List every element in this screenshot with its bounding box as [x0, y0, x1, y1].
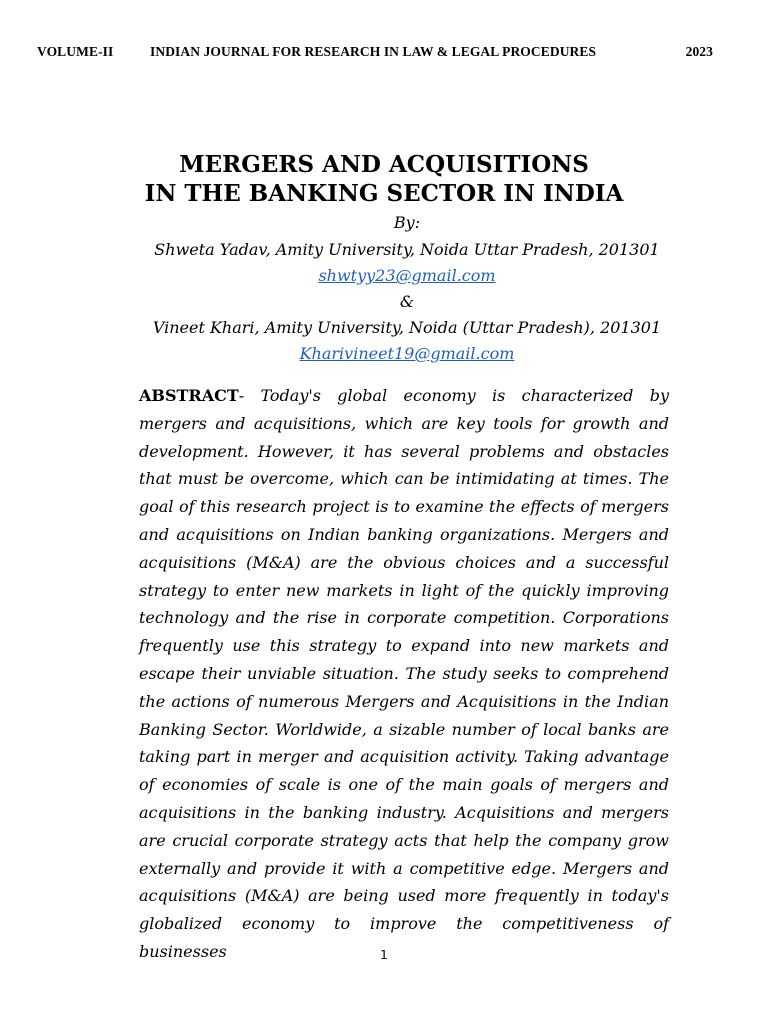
- byline-ampersand: &: [399, 292, 415, 311]
- abstract-text: - Today's global economy is characterized by mergers and acquisitions, which are key tools for growth and development. However, it has several problems and obstacles that must be overcome, which can be intimidating at times. The goal of this research project is to examine the effects of mergers and acquisitions on Indian banking organizations. Mergers and acquisitions (M&A) are the obvious choices and a successful strategy to enter new markets in light of the quickly improving technology and the rise in corporate competition. Corporations frequently use this strategy to expand into new markets and escape their unviable situation. The study seeks to comprehend the actions of numerous Mergers and Acquisitions in the Indian Banking Sector. Worldwide, a sizable number of local banks are taking part in merger and acquisition activity. Taking advantage of economies of scale is one of the main goals of mergers and acquisitions in the banking industry. Acquisitions and mergers are crucial corporate strategy acts that help the company grow externally and provide it with a competitive edge. Mergers and acquisitions (M&A) are being used more frequently in today's globalized economy to improve the competitiveness of businesses: [139, 386, 669, 961]
- header-volume: VOLUME-II: [37, 44, 114, 59]
- running-header: [37, 44, 713, 62]
- paper-title-line-1: MERGERS AND ACQUISITIONS: [179, 151, 589, 178]
- abstract-label: ABSTRACT: [139, 386, 239, 405]
- author-2-affiliation: Vineet Khari, Amity University, Noida (Uttar Pradesh), 201301: [152, 318, 662, 337]
- author-1-email-link[interactable]: shwtyy23@gmail.com: [318, 266, 496, 285]
- paper-title-line-2: IN THE BANKING SECTOR IN INDIA: [144, 180, 624, 207]
- header-year: 2023: [685, 44, 713, 59]
- byline-by: By:: [393, 213, 421, 232]
- author-2-email-link[interactable]: Kharivineet19@gmail.com: [299, 344, 515, 363]
- header-journal-name: INDIAN JOURNAL FOR RESEARCH IN LAW & LEGAL PROCEDURES: [150, 44, 597, 59]
- author-1-affiliation: Shweta Yadav, Amity University, Noida Uttar Pradesh, 201301: [154, 240, 660, 259]
- page-number: 1: [380, 948, 388, 962]
- abstract-paragraph: [139, 382, 669, 966]
- paper-title: [0, 150, 768, 208]
